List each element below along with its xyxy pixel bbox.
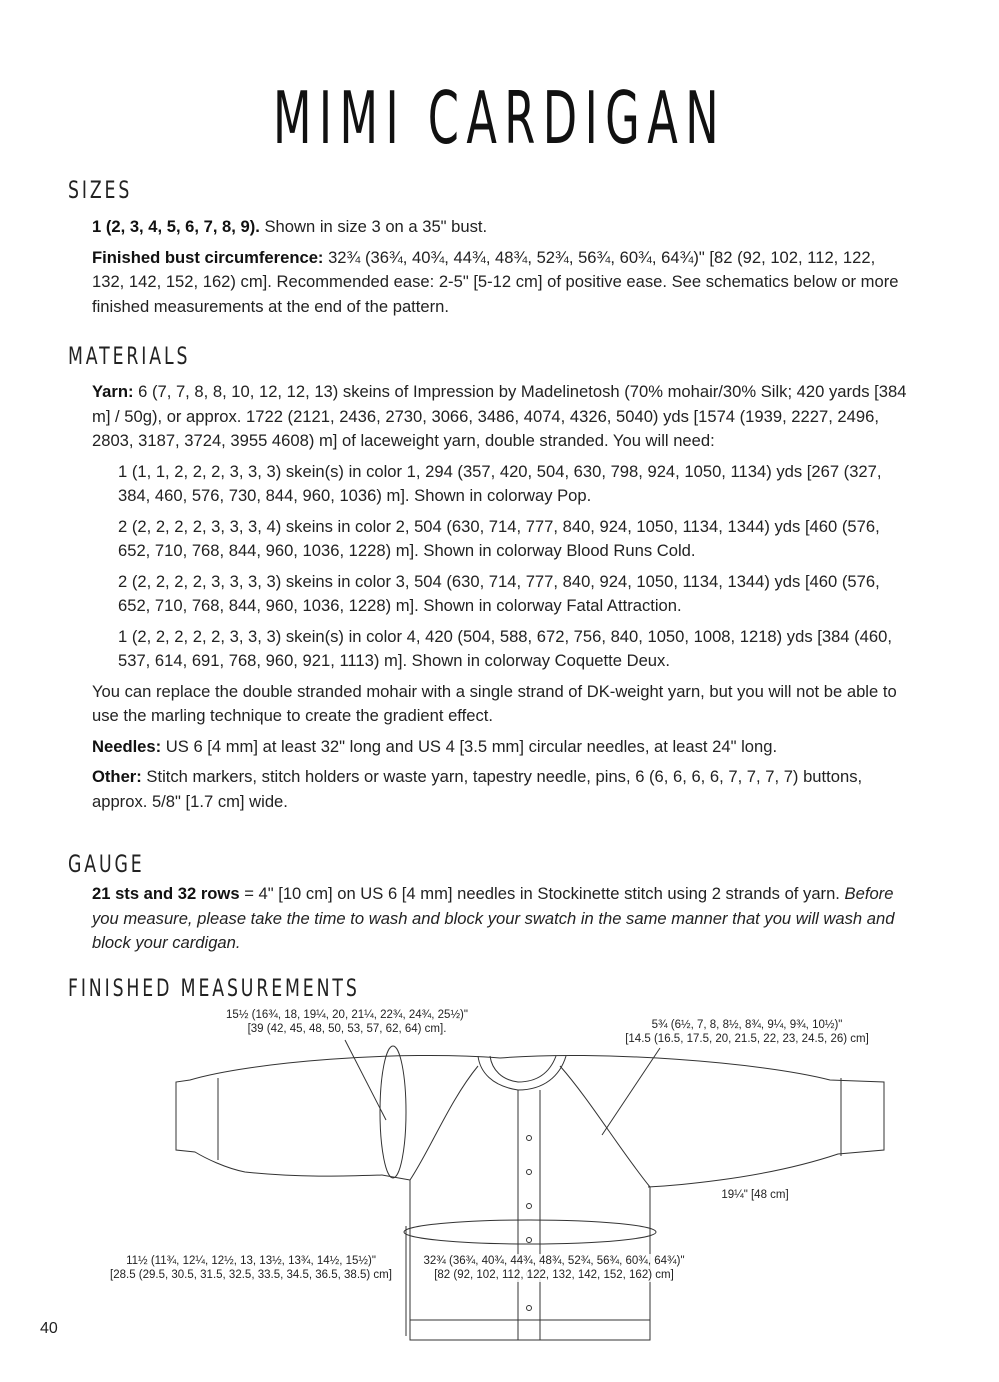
body-length-cm: [28.5 (29.5, 30.5, 31.5, 32.5, 33.5, 34.5, 36.5, 38.5) cm]: [110, 1269, 392, 1281]
materials-heading: MATERIALS: [68, 342, 191, 370]
upper-arm-leader: [345, 1040, 386, 1120]
button-2: [527, 1170, 532, 1175]
sleeve-length-label: 19¼" [48 cm]: [721, 1189, 789, 1201]
needles-bold: Needles:: [92, 736, 162, 756]
other-bold: Other:: [92, 767, 142, 786]
upper-arm-inches: 15½ (16¾, 18, 19¼, 20, 21¼, 22¾, 24¾, 25½)": [226, 1009, 468, 1021]
bust-label: [414, 1254, 694, 1282]
color-2-item: 2 (2, 2, 2, 2, 3, 3, 3, 4) skeins in color 2, 504 (630, 714, 777, 840, 924, 1050, 1134, 1344) yds [460 (576, 652, 710, 768, 844, 960, 1036, 1228) m]. Shown in colorway Blood Runs Cold.: [118, 516, 880, 560]
other-text: Stitch markers, stitch holders or waste yarn, tapestry needle, pins, 6 (6, 6, 6, 6, 7, 7, 7, 7) buttons, approx. 5/8" [1.7 cm] wide.: [92, 767, 863, 811]
page-title: MIMI CARDIGAN: [272, 76, 727, 160]
sizes-section: [92, 215, 912, 325]
left-sleeve-outline: [176, 1055, 500, 1180]
gauge-section: [92, 882, 912, 962]
left-raglan-line: [410, 1066, 478, 1180]
yoke-leader: [602, 1048, 660, 1135]
neckband: [490, 1056, 556, 1082]
right-sleeve-outline: [500, 1055, 884, 1187]
upper-arm-cm: [39 (42, 45, 48, 50, 53, 57, 62, 64) cm].: [247, 1023, 447, 1035]
yarn-paragraph: [92, 380, 912, 454]
bust-inches: 32¾ (36¾, 40¾, 44¾, 48¾, 52¾, 56¾, 60¾, 64¾)": [423, 1255, 685, 1267]
bust-cm: [82 (92, 102, 112, 122, 132, 142, 152, 162) cm]: [434, 1269, 674, 1281]
sizes-bold: 1 (2, 3, 4, 5, 6, 7, 8, 9).: [92, 217, 260, 236]
cardigan-schematic-drawing: [0, 1000, 999, 1382]
upper-arm-measure-ring: [380, 1046, 406, 1178]
replace-paragraph: You can replace the double stranded mohair with a single strand of DK-weight yarn, but you will not be able to use the marling technique to create the gradient effect.: [92, 681, 897, 725]
yoke-cm: [14.5 (16.5, 17.5, 20, 21.5, 22, 23, 24.5, 26) cm]: [625, 1033, 869, 1045]
needles-paragraph: [92, 735, 912, 760]
sizes-heading: SIZES: [68, 176, 133, 204]
color-3-item: 2 (2, 2, 2, 2, 3, 3, 3, 3) skeins in color 3, 504 (630, 714, 777, 840, 924, 1050, 1134, 1344) yds [460 (576, 652, 710, 768, 844, 960, 1036, 1228) m]. Shown in colorway Fatal Attraction.: [118, 571, 880, 615]
gauge-heading: GAUGE: [68, 850, 145, 878]
sizes-text: Shown in size 3 on a 35" bust.: [259, 217, 488, 236]
color-1-item: 1 (1, 1, 2, 2, 2, 3, 3, 3) skein(s) in color 1, 294 (357, 420, 504, 630, 798, 924, 1050, 1134) yds [267 (327, 384, 460, 576, 730, 844, 960, 1036) m]. Shown in colorway Pop.: [118, 461, 882, 505]
gauge-bold: 21 sts and 32 rows: [92, 884, 240, 903]
color-4-item: 1 (2, 2, 2, 2, 2, 3, 3, 3) skein(s) in color 4, 420 (504, 588, 672, 756, 840, 1050, 1008, 1218) yds [384 (460, 537, 614, 691, 768, 960, 921, 1113) m]. Shown in colorway Coquette Deux.: [118, 626, 892, 670]
gauge-italic: Before you measure, please take the time to wash and block your swatch in the same manner that you will wash and block your cardigan.: [92, 884, 895, 952]
sizes-line: [92, 215, 912, 240]
materials-section: [92, 380, 912, 820]
upper-arm-label: [222, 1008, 472, 1036]
yoke-label: [612, 1018, 882, 1046]
yarn-bold: Yarn:: [92, 382, 134, 401]
page-number: 40: [40, 1320, 58, 1337]
button-1: [527, 1136, 532, 1141]
needles-text: US 6 [4 mm] at least 32" long and US 4 [3.5 mm] circular needles, at least 24" long.: [161, 736, 778, 756]
body-length-inches: 11½ (11¾, 12¼, 12½, 13, 13½, 13¾, 14½, 15½)": [126, 1255, 376, 1267]
other-paragraph: [92, 765, 912, 814]
bust-circumference: [92, 246, 912, 320]
gauge-text: = 4" [10 cm] on US 6 [4 mm] needles in Stockinette stitch using 2 strands of yarn.: [239, 884, 845, 903]
button-3: [527, 1204, 532, 1209]
cardigan-schematic: [0, 1000, 999, 1382]
bust-text: 32¾ (36¾, 40¾, 44¾, 48¾, 52¾, 56¾, 60¾, 64¾)" [82 (92, 102, 112, 122, 132, 142, 152, 162) cm]. Recommended ease: 2-5" [5-12 cm] of positive ease. See schematics below or more finished measurements at the end of the pattern.: [92, 247, 899, 316]
yarn-text: 6 (7, 7, 8, 8, 10, 12, 12, 13) skeins of Impression by Madelinetosh (70% mohair/30% Silk; 420 yards [384 m] / 50g), or approx. 1722 (2121, 2436, 2730, 3066, 3486, 4074, 4326, 5040) yds [1574 (1939, 2227, 2496, 2803, 3187, 3724, 3955 4608) m] of laceweight yarn, double stranded. You will need:: [92, 382, 907, 450]
yoke-inches: 5¾ (6½, 7, 8, 8½, 8¾, 9¼, 9¾, 10½)": [651, 1019, 843, 1031]
measurements-heading: FINISHED MEASUREMENTS: [68, 974, 360, 1002]
button-6: [527, 1306, 532, 1311]
gauge-paragraph: [92, 882, 912, 956]
bust-bold: Finished bust circumference:: [92, 247, 324, 267]
button-4: [527, 1238, 532, 1243]
body-length-label: [98, 1254, 404, 1282]
